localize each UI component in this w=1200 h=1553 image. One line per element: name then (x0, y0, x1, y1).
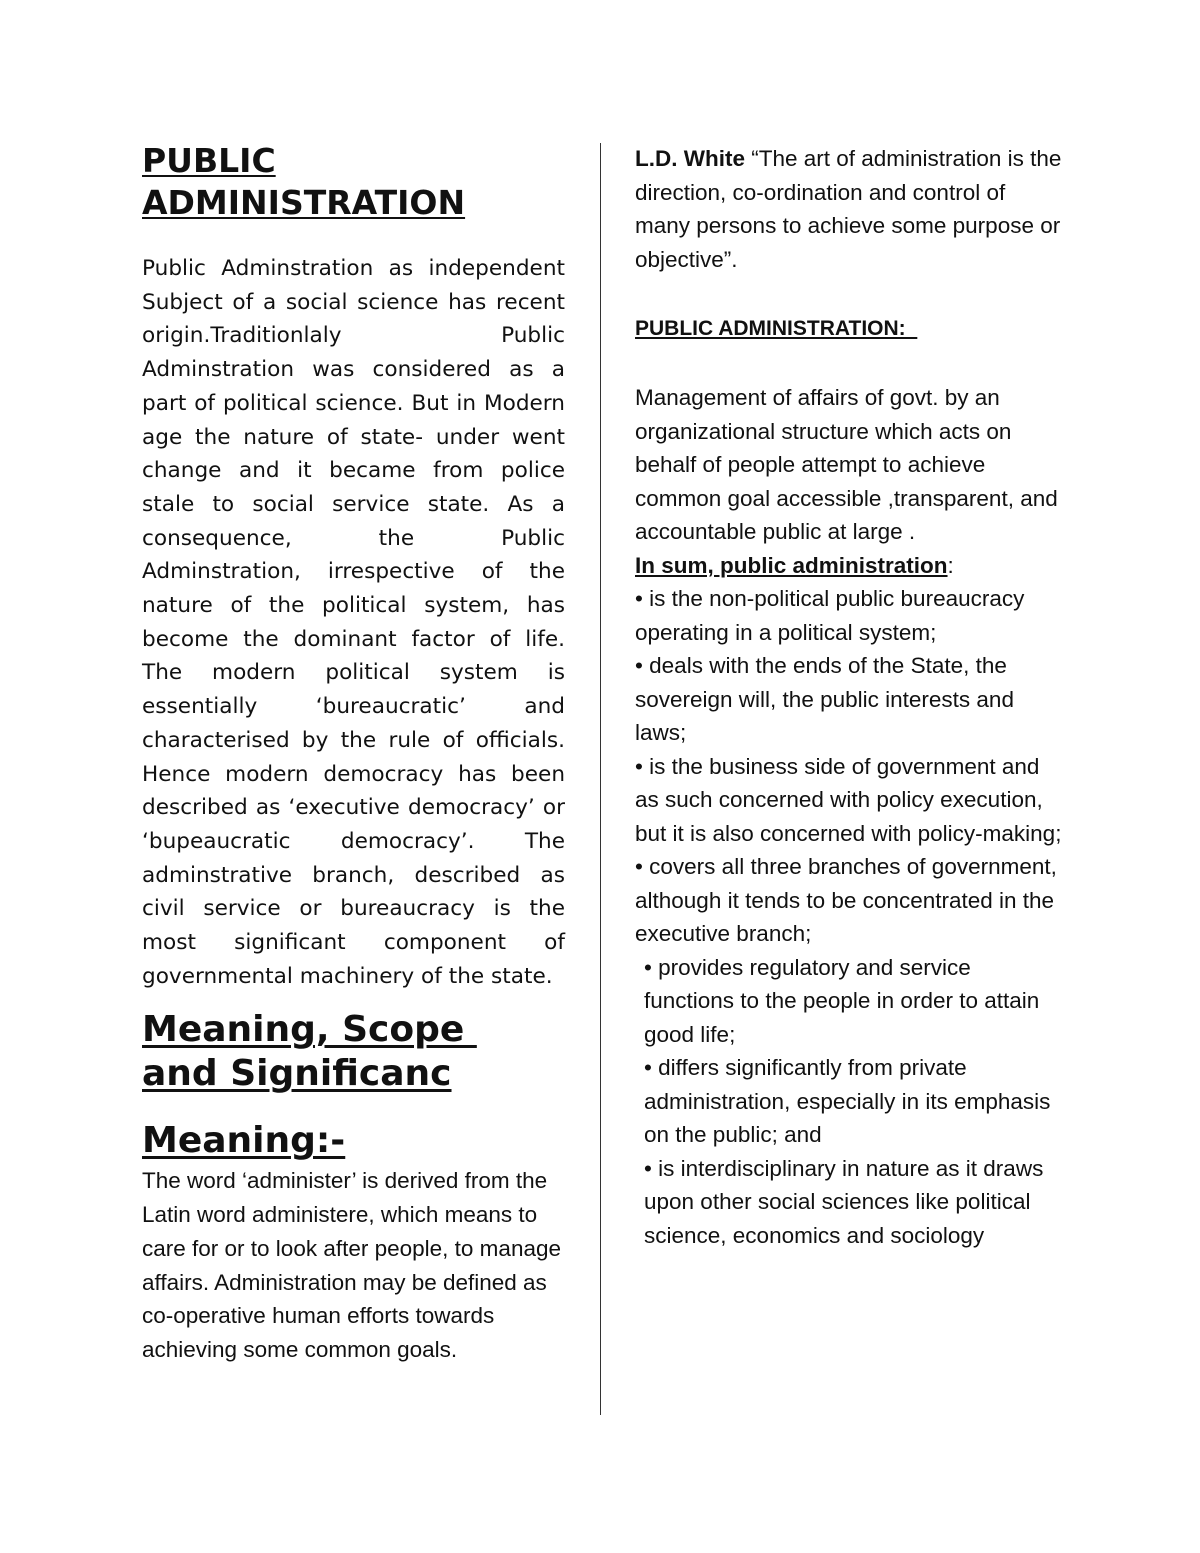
intro-paragraph: Public Adminstration as independent Subject of a social science has recent origin.Traditionlaly Public Adminstration was considered as a part of political science. But in Modern age the nature of state- under went change and it became from police stale to social service state. As a consequence, the Public Adminstration, irrespective of the nature of the political system, has become the dominant factor of life. The modern political system is essentially ‘bureaucratic’ and characterised by the rule of officials. Hence modern democracy has been described as ‘executive democracy’ or ‘bupeaucratic democracy’. The adminstrative branch, described as civil service or bureaucracy is the most significant component of governmental machinery of the state. (142, 256, 565, 989)
scope-heading-line-2: and Significanc (142, 1053, 452, 1095)
bullet-icon: • (635, 753, 643, 779)
in-sum-colon: : (947, 552, 954, 578)
quote-author: L.D. White (635, 146, 745, 171)
bullet-list (635, 582, 1065, 1252)
title-line-2: ADMINISTRATION (142, 183, 466, 222)
bullet-icon: • (644, 954, 652, 980)
left-column (142, 140, 565, 1367)
list-item (635, 951, 1065, 1052)
bullet-icon: • (635, 586, 643, 611)
list-item (635, 649, 1065, 750)
document-title (142, 140, 565, 224)
list-item-text: differs significantly from private administration, especially in its emphasis on the public; and (644, 1055, 1051, 1147)
list-item-text: is the non-political public bureaucracy operating in a political system; (635, 586, 1025, 645)
title-line-1: PUBLIC (142, 141, 276, 180)
in-sum-label: In sum, public administration (635, 552, 948, 578)
list-item-text: deals with the ends of the State, the sovereign will, the public interests and laws; (635, 653, 1014, 745)
bullet-icon: • (644, 1155, 652, 1181)
list-item (635, 1051, 1065, 1152)
quote-text: “The art of administration is the direction, co-ordination and control of many persons to achieve some purpose or objective”. (635, 146, 1062, 272)
list-item (635, 750, 1065, 851)
meaning-paragraph: The word ‘administer’ is derived from the Latin word administere, which means to care for or to look after people, to manage affairs. Administration may be defined as co-operative human efforts towards achieving some common goals. (142, 1168, 561, 1362)
scope-heading-line-1: Meaning, Scope (142, 1009, 477, 1051)
quote-paragraph (635, 142, 1065, 276)
list-item (635, 1152, 1065, 1253)
list-item-text: covers all three branches of government, although it tends to be concentrated in the executive branch; (635, 854, 1057, 946)
in-sum-line (635, 549, 1065, 583)
meaning-heading: Meaning:- (142, 1120, 346, 1162)
list-item-text: provides regulatory and service functions to the people in order to attain good life; (644, 954, 1040, 1047)
bullet-icon: • (635, 854, 643, 879)
bullet-icon: • (644, 1055, 652, 1080)
right-column (635, 142, 1065, 1252)
section-subheading: PUBLIC ADMINISTRATION: (635, 317, 918, 340)
bullet-icon: • (635, 653, 643, 678)
scope-heading (142, 1008, 565, 1096)
list-item-text: is the business side of government and as such concerned with policy execution, but it is also concerned with policy-making; (635, 753, 1062, 846)
list-item (635, 850, 1065, 951)
column-divider (600, 143, 601, 1415)
management-paragraph: Management of affairs of govt. by an organizational structure which acts on behalf of people attempt to achieve common goal accessible ,transparent, and accountable public at large . (635, 385, 1058, 544)
list-item (635, 582, 1065, 649)
list-item-text: is interdisciplinary in nature as it draws upon other social sciences like political science, economics and sociology (644, 1155, 1044, 1248)
